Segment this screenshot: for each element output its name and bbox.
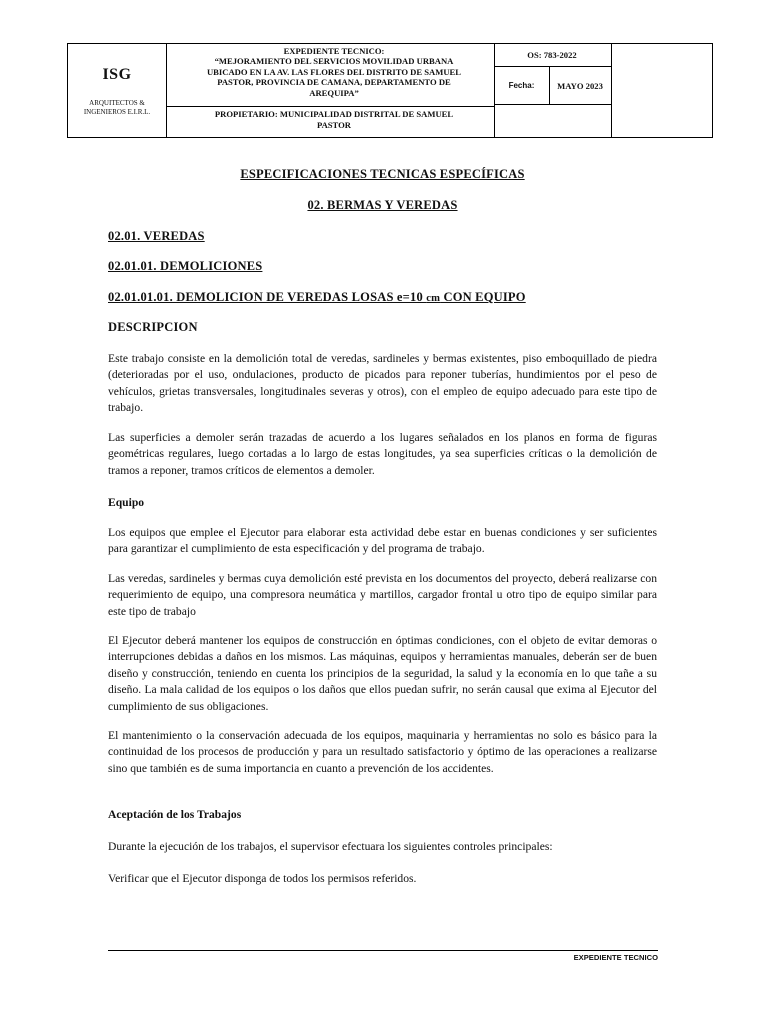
table-divider — [494, 104, 611, 105]
document-header-table — [67, 43, 713, 138]
owner-line: PASTOR — [316, 119, 352, 130]
project-title — [176, 46, 492, 100]
aceptacion-heading: Aceptación de los Trabajos — [108, 808, 242, 821]
section-heading: 02. BERMAS Y VEREDAS — [307, 198, 458, 212]
paragraph: El mantenimiento o la conservación adecuada de los equipos, maquinaria y herramientas no solo es básico para la continuidad de los procesos de producción y para un resultado satisfactorio y óptimo de las operaciones a realizarse sino que también es de suma importancia en cuanto a prevención de los accidentes. — [108, 729, 657, 775]
logo-text: ISG — [102, 66, 132, 83]
paragraph: Las veredas, sardineles y bermas cuya demolición esté prevista en los documentos del proyecto, deberá realizarse con requerimiento de equipo, una compresora neumática y martillos, cargador frontal u otro tipo de equipo similar para este tipo de trabajo — [108, 572, 657, 618]
logo-subtitle-line: ARQUITECTOS & — [89, 99, 145, 107]
table-divider — [611, 44, 612, 137]
date-label: Fecha: — [508, 81, 535, 90]
item-heading — [108, 290, 657, 305]
item-heading-suffix: CON EQUIPO — [440, 290, 526, 304]
paragraph: Durante la ejecución de los trabajos, el supervisor efectuara los siguientes controles principales: — [108, 840, 553, 853]
company-logo — [68, 44, 166, 137]
main-title: ESPECIFICACIONES TECNICAS ESPECÍFICAS — [240, 167, 525, 181]
logo-subtitle-line: INGENIEROS E.I.R.L. — [83, 108, 151, 116]
title-line: AREQUIPA” — [309, 87, 359, 98]
table-divider — [166, 44, 167, 137]
logo-subtitle — [70, 99, 164, 117]
owner-line: PROPIETARIO: MUNICIPALIDAD DISTRITAL DE SAMUEL — [214, 109, 454, 119]
title-line: EXPEDIENTE TECNICO: — [283, 46, 385, 56]
item-heading-prefix: 02.01.01.01. DEMOLICION DE VEREDAS LOSAS e=10 — [108, 290, 427, 304]
paragraph: Las superficies a demoler serán trazadas de acuerdo a los lugares señalados en los planos en forma de figuras geométricas regulares, luego cortadas a lo largo de estas longitudes, ya sea superficies críticas o la demolición de tramos a reponer, tramos críticos de elementos a demoler. — [108, 431, 657, 477]
item-heading-unit: cm — [426, 293, 441, 304]
footer-label: EXPEDIENTE TECNICO — [573, 953, 658, 962]
paragraph: Los equipos que emplee el Ejecutor para elaborar esta actividad debe estar en buenas condiciones y ser suficientes para garantizar el cumplimiento de esta especificación y del programa de trabajo. — [108, 526, 657, 556]
title-line: UBICADO EN LA AV. LAS FLORES DEL DISTRITO DE SAMUEL — [206, 66, 462, 77]
subsection-heading: 02.01. VEREDAS — [108, 229, 205, 243]
descripcion-heading: DESCRIPCION — [108, 320, 198, 334]
paragraph: Verificar que el Ejecutor disponga de todos los permisos referidos. — [108, 872, 417, 885]
date-value: MAYO 2023 — [557, 81, 603, 91]
title-line: “MEJORAMIENTO DEL SERVICIOS MOVILIDAD URBANA — [214, 56, 454, 67]
equipo-heading: Equipo — [108, 496, 145, 509]
table-divider — [166, 106, 494, 107]
title-line: PASTOR, PROVINCIA DE CAMANA, DEPARTAMENTO DE — [217, 77, 451, 88]
os-number: OS: 783-2022 — [527, 50, 577, 60]
table-divider — [494, 66, 611, 67]
paragraph: Este trabajo consiste en la demolición total de veredas, sardineles y bermas existentes, piso emboquillado de piedra (deterioradas por el uso, ondulaciones, producto de picados para reponer tuberías, hundimientos por el peso de vehículos, grietas transversales, longitudinales severas y otros), con el empleo de equipo adecuado para este tipo de trabajo. — [108, 352, 657, 415]
subsubsection-heading: 02.01.01. DEMOLICIONES — [108, 259, 263, 273]
paragraph: El Ejecutor deberá mantener los equipos de construcción en óptimas condiciones, con el objeto de evitar demoras o interrupciones debidas a daños en los mismos. Las máquinas, equipos y herramientas manuales, deberán ser de buen diseño y construcción, teniendo en cuenta los principios de la seguridad, la salud y la economía en lo que tañe a su diseño. La mala calidad de los equipos o los daños que ellos puedan sufrir, no serán causal que exima al Ejecutor del cumplimiento de sus obligaciones. — [108, 634, 657, 713]
footer-divider — [108, 950, 658, 951]
project-owner — [176, 109, 492, 135]
